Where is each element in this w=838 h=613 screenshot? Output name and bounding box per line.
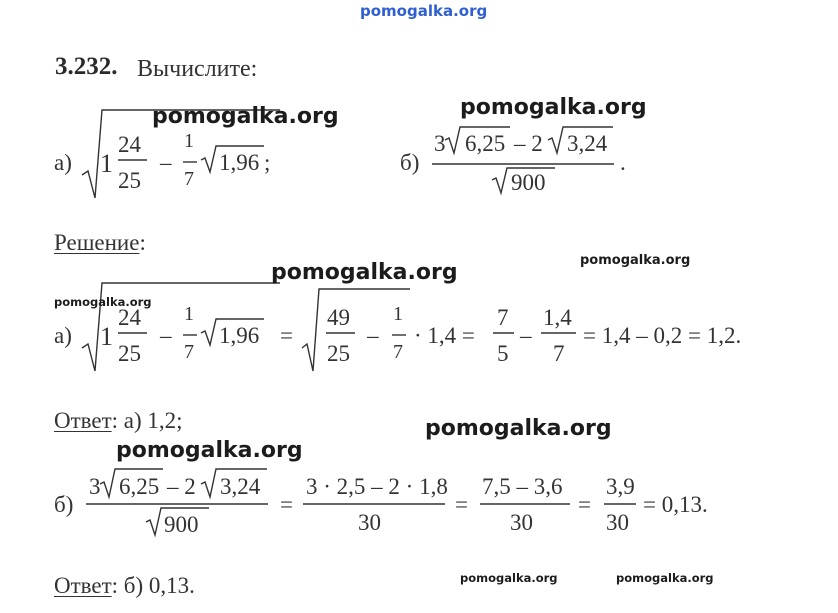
solution-b-den: 900 [164, 512, 199, 537]
problem-a-inner-radical [201, 146, 264, 172]
solution-a-minus1: – [160, 323, 172, 348]
problem-b-den: 900 [511, 170, 546, 195]
solution-heading: Решение: [54, 230, 146, 255]
solution-b-num-mid: – 2 [167, 474, 196, 499]
problem-b-num-mid: – 2 [514, 131, 543, 156]
watermark-7[interactable]: pomogalka.org [116, 438, 303, 463]
problem-a-int: 1 [100, 149, 113, 178]
solution-a-inner-radical [201, 319, 264, 345]
solution-a-int: 1 [100, 322, 113, 351]
solution-a-f6n: 1,4 [543, 305, 572, 330]
solution-a-f2n: 1 [184, 303, 194, 325]
problem-instruction: Вычислите: [137, 56, 258, 82]
solution-a-minus2: – [367, 323, 379, 348]
problem-b-num-v1: 6,25 [465, 131, 506, 156]
watermark-8[interactable]: pomogalka.org [460, 571, 558, 585]
solution-b-num-v1: 6,25 [119, 474, 160, 499]
solution-b-s3n: 7,5 – 3,6 [482, 474, 563, 499]
watermark-2[interactable]: pomogalka.org [460, 95, 647, 120]
problem-a-frac2-den: 7 [184, 168, 194, 190]
watermark-4[interactable]: pomogalka.org [580, 253, 691, 268]
solution-b-result: = 0,13. [643, 492, 708, 517]
solution-b-num-k: 3 [89, 474, 101, 499]
solution-a-f4d: 7 [393, 341, 403, 363]
solution-a-f3d: 25 [327, 341, 350, 366]
problem-a-minus: – [160, 150, 172, 175]
problem-a-frac1-den: 25 [118, 168, 141, 193]
solution-b-s4d: 30 [606, 510, 629, 535]
problem-a-end: ; [264, 150, 271, 175]
solution-b-s2n: 3 · 2,5 – 2 · 1,8 [306, 474, 448, 499]
solution-a-f1n: 24 [118, 305, 141, 330]
watermark-6[interactable]: pomogalka.org [425, 416, 612, 441]
solution-b-s4n: 3,9 [606, 474, 635, 499]
solution-a-mul: · 1,4 = [414, 323, 475, 348]
solution-a-f2d: 7 [184, 341, 194, 363]
solution-a-f5n: 7 [497, 305, 509, 330]
solution-a-f5d: 5 [497, 341, 509, 366]
top-watermark[interactable]: pomogalka.org [360, 2, 488, 20]
problem-number: 3.232. [55, 53, 118, 80]
problem-b-num-k: 3 [434, 131, 446, 156]
problem-b-num-radical1 [445, 127, 510, 153]
solution-b-s2d: 30 [358, 510, 381, 535]
answer-a: Ответ: а) 1,2; [54, 408, 183, 433]
solution-a-f6d: 7 [553, 341, 565, 366]
solution-a-f4n: 1 [393, 303, 403, 325]
solution-a-result: = 1,4 – 0,2 = 1,2. [583, 323, 742, 348]
problem-b-label: б) [400, 150, 420, 175]
problem-b-num-radical2 [548, 127, 613, 153]
answer-b: Ответ: б) 0,13. [54, 573, 195, 598]
problem-b-end: . [620, 150, 626, 175]
solution-b-num-radical1 [100, 469, 163, 497]
solution-a-minus3: – [520, 323, 532, 348]
solution-b-eq2: = [455, 492, 468, 517]
solution-b-label: б) [54, 492, 74, 517]
watermark-9[interactable]: pomogalka.org [616, 571, 714, 585]
problem-a-label: а) [54, 150, 72, 175]
problem-b-den-radical [492, 168, 555, 193]
solution-a-radical2 [302, 289, 410, 371]
watermark-1[interactable]: pomogalka.org [152, 104, 339, 129]
problem-a-frac2-num: 1 [184, 130, 194, 152]
problem-a-sqrt-val: 1,96 [219, 150, 260, 175]
solution-a-sqrt-val: 1,96 [219, 323, 260, 348]
solution-a-f3n: 49 [327, 305, 350, 330]
solution-b-num-radical2 [201, 469, 267, 497]
solution-a-f1d: 25 [118, 341, 141, 366]
solution-b-s3d: 30 [510, 510, 533, 535]
problem-b-num-v2: 3,24 [567, 131, 608, 156]
watermark-5[interactable]: pomogalka.org [54, 295, 152, 309]
problem-a-frac1-num: 24 [118, 132, 141, 157]
solution-b-num-v2: 3,24 [220, 474, 261, 499]
solution-a-label: а) [54, 323, 72, 348]
solution-a-eq: = [280, 323, 293, 348]
watermark-3[interactable]: pomogalka.org [271, 260, 458, 285]
solution-b-eq1: = [280, 492, 293, 517]
solution-b-eq3: = [578, 492, 591, 517]
solution-b-den-radical [146, 508, 209, 535]
